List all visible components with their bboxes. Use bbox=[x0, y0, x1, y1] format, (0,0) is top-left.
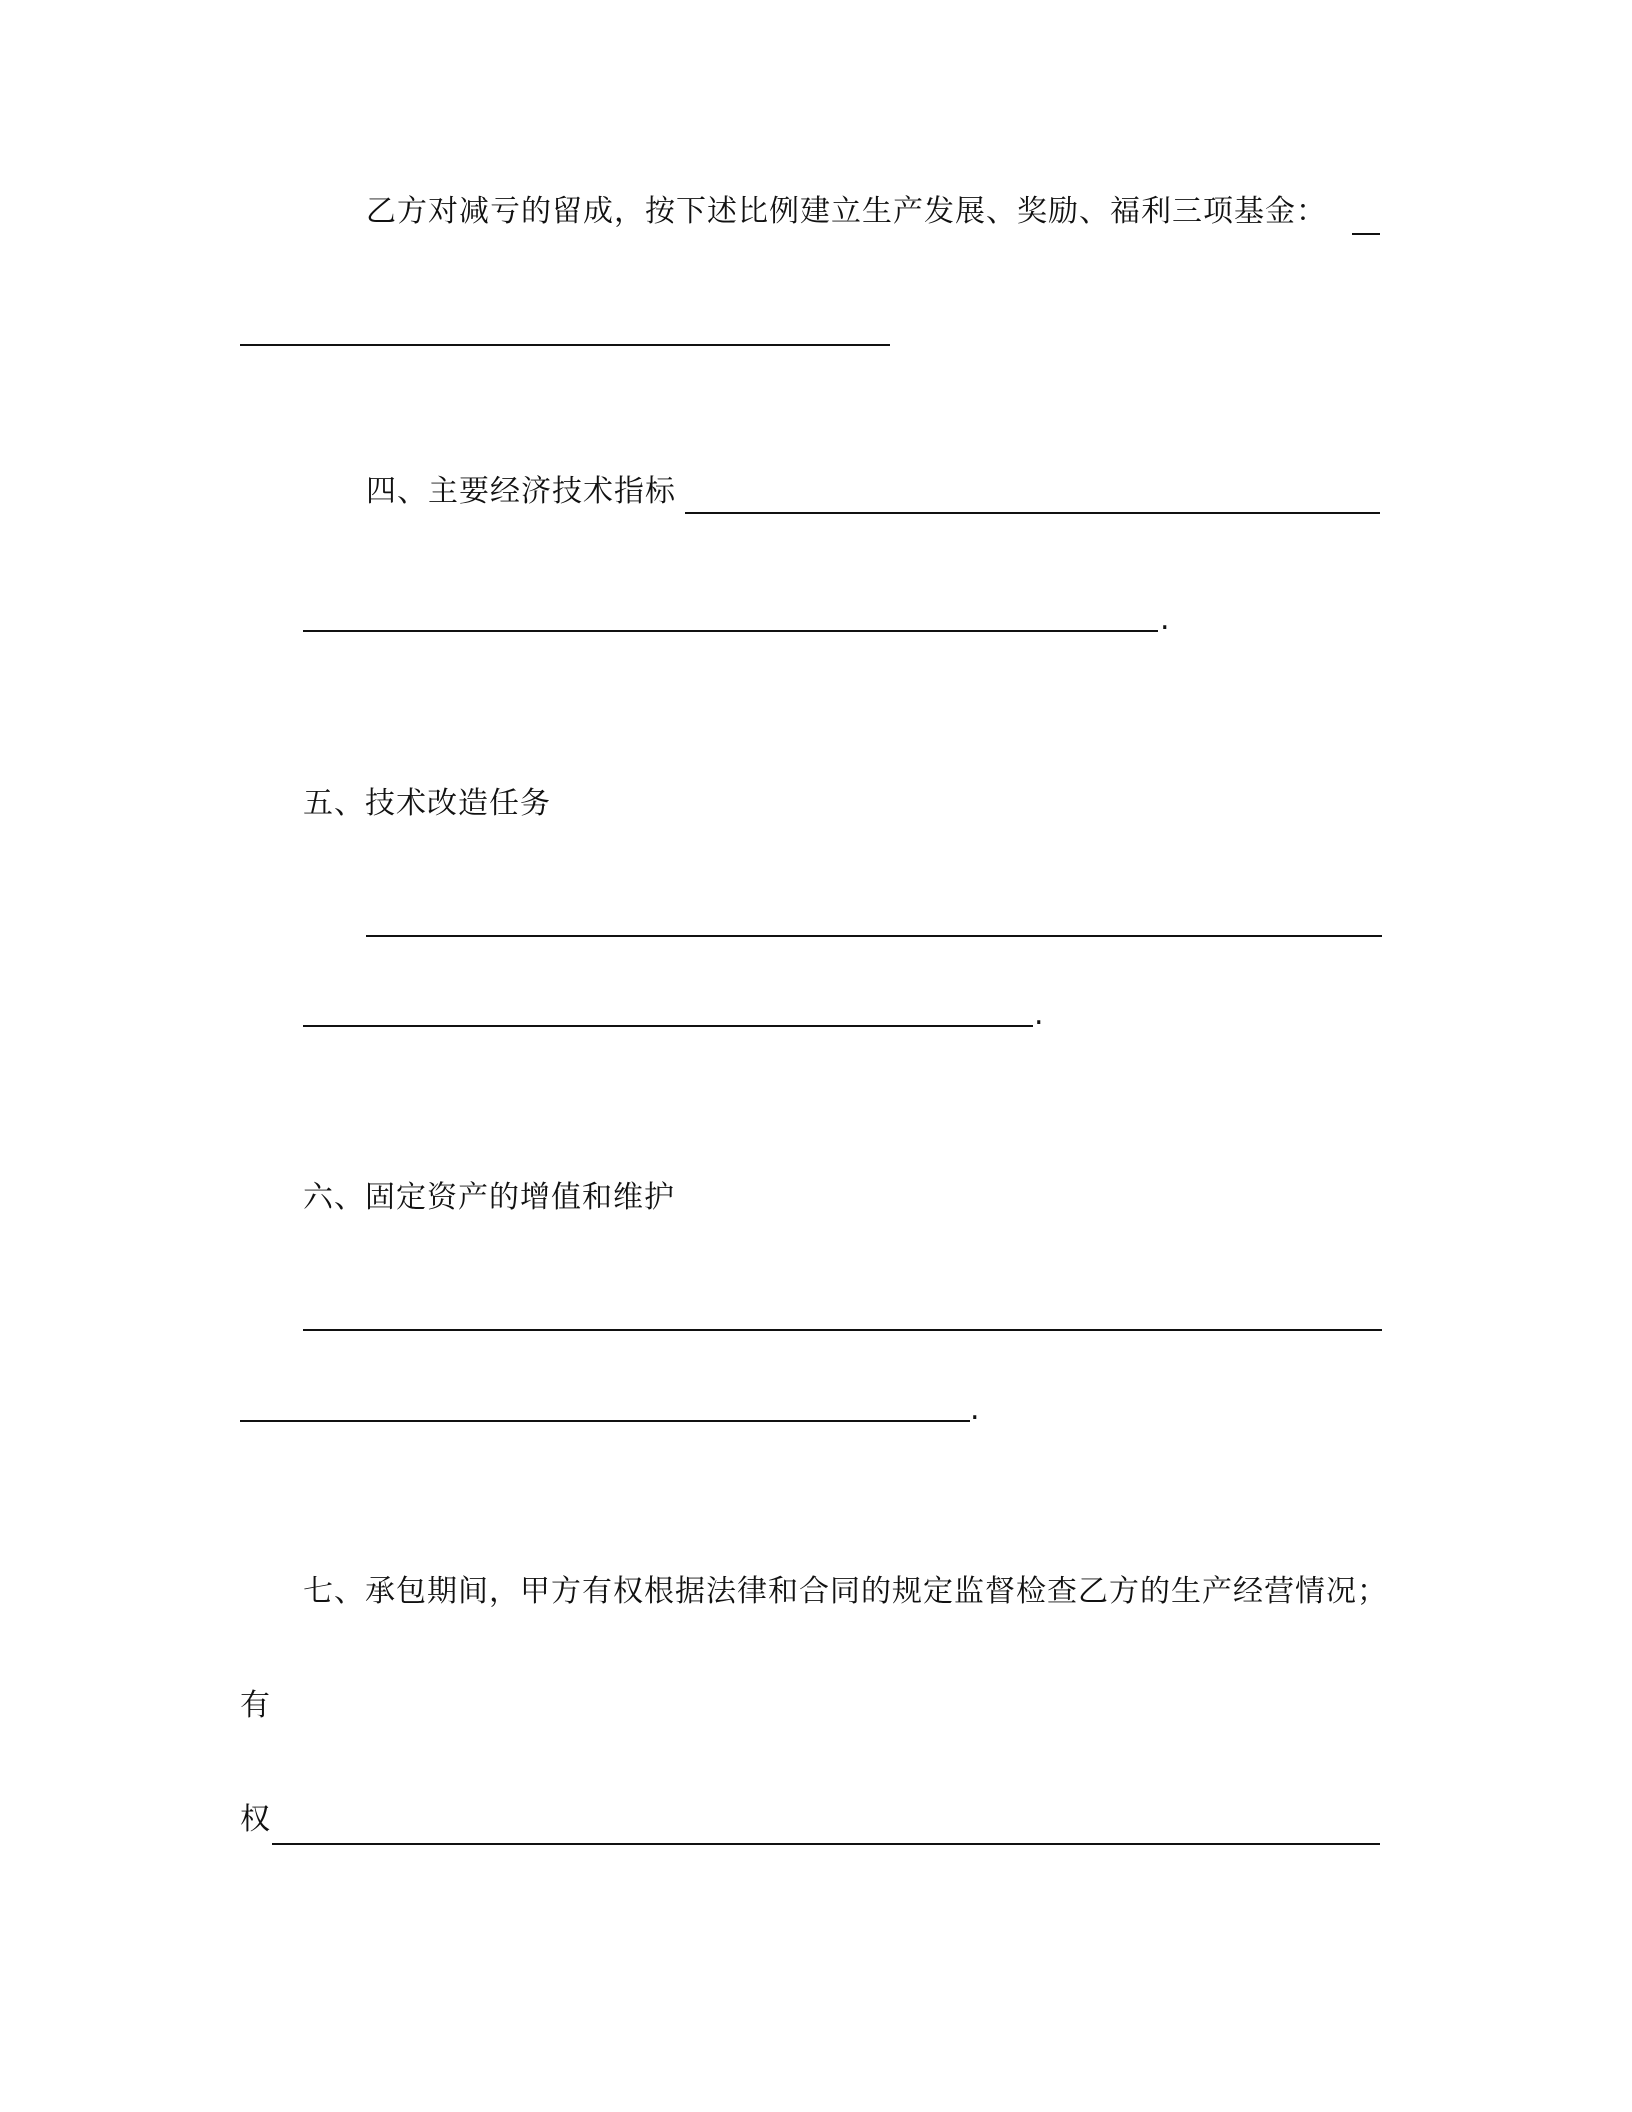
blank-line bbox=[240, 344, 890, 346]
blank-line bbox=[303, 1025, 1033, 1027]
blank-line bbox=[240, 1420, 970, 1422]
period-mark: . bbox=[1034, 997, 1044, 1032]
section-7-text: 七、承包期间，甲方有权根据法律和合同的规定监督检查乙方的生产经营情况； bbox=[303, 1574, 1388, 1609]
char-quan: 权 bbox=[240, 1802, 271, 1837]
blank-line bbox=[685, 512, 1380, 514]
period-mark: . bbox=[970, 1392, 980, 1427]
blank-line bbox=[1352, 233, 1380, 235]
period-mark: . bbox=[1160, 602, 1170, 637]
section-4-title: 四、主要经济技术指标 bbox=[366, 474, 676, 509]
section-6-title: 六、固定资产的增值和维护 bbox=[303, 1180, 675, 1215]
blank-line bbox=[303, 630, 1158, 632]
blank-line bbox=[303, 1329, 1382, 1331]
section-5-title: 五、技术改造任务 bbox=[303, 786, 551, 821]
fund-allocation-text: 乙方对减亏的留成，按下述比例建立生产发展、奖励、福利三项基金： bbox=[366, 194, 1327, 229]
blank-line bbox=[366, 935, 1382, 937]
blank-line bbox=[272, 1843, 1380, 1845]
char-you: 有 bbox=[240, 1688, 271, 1723]
